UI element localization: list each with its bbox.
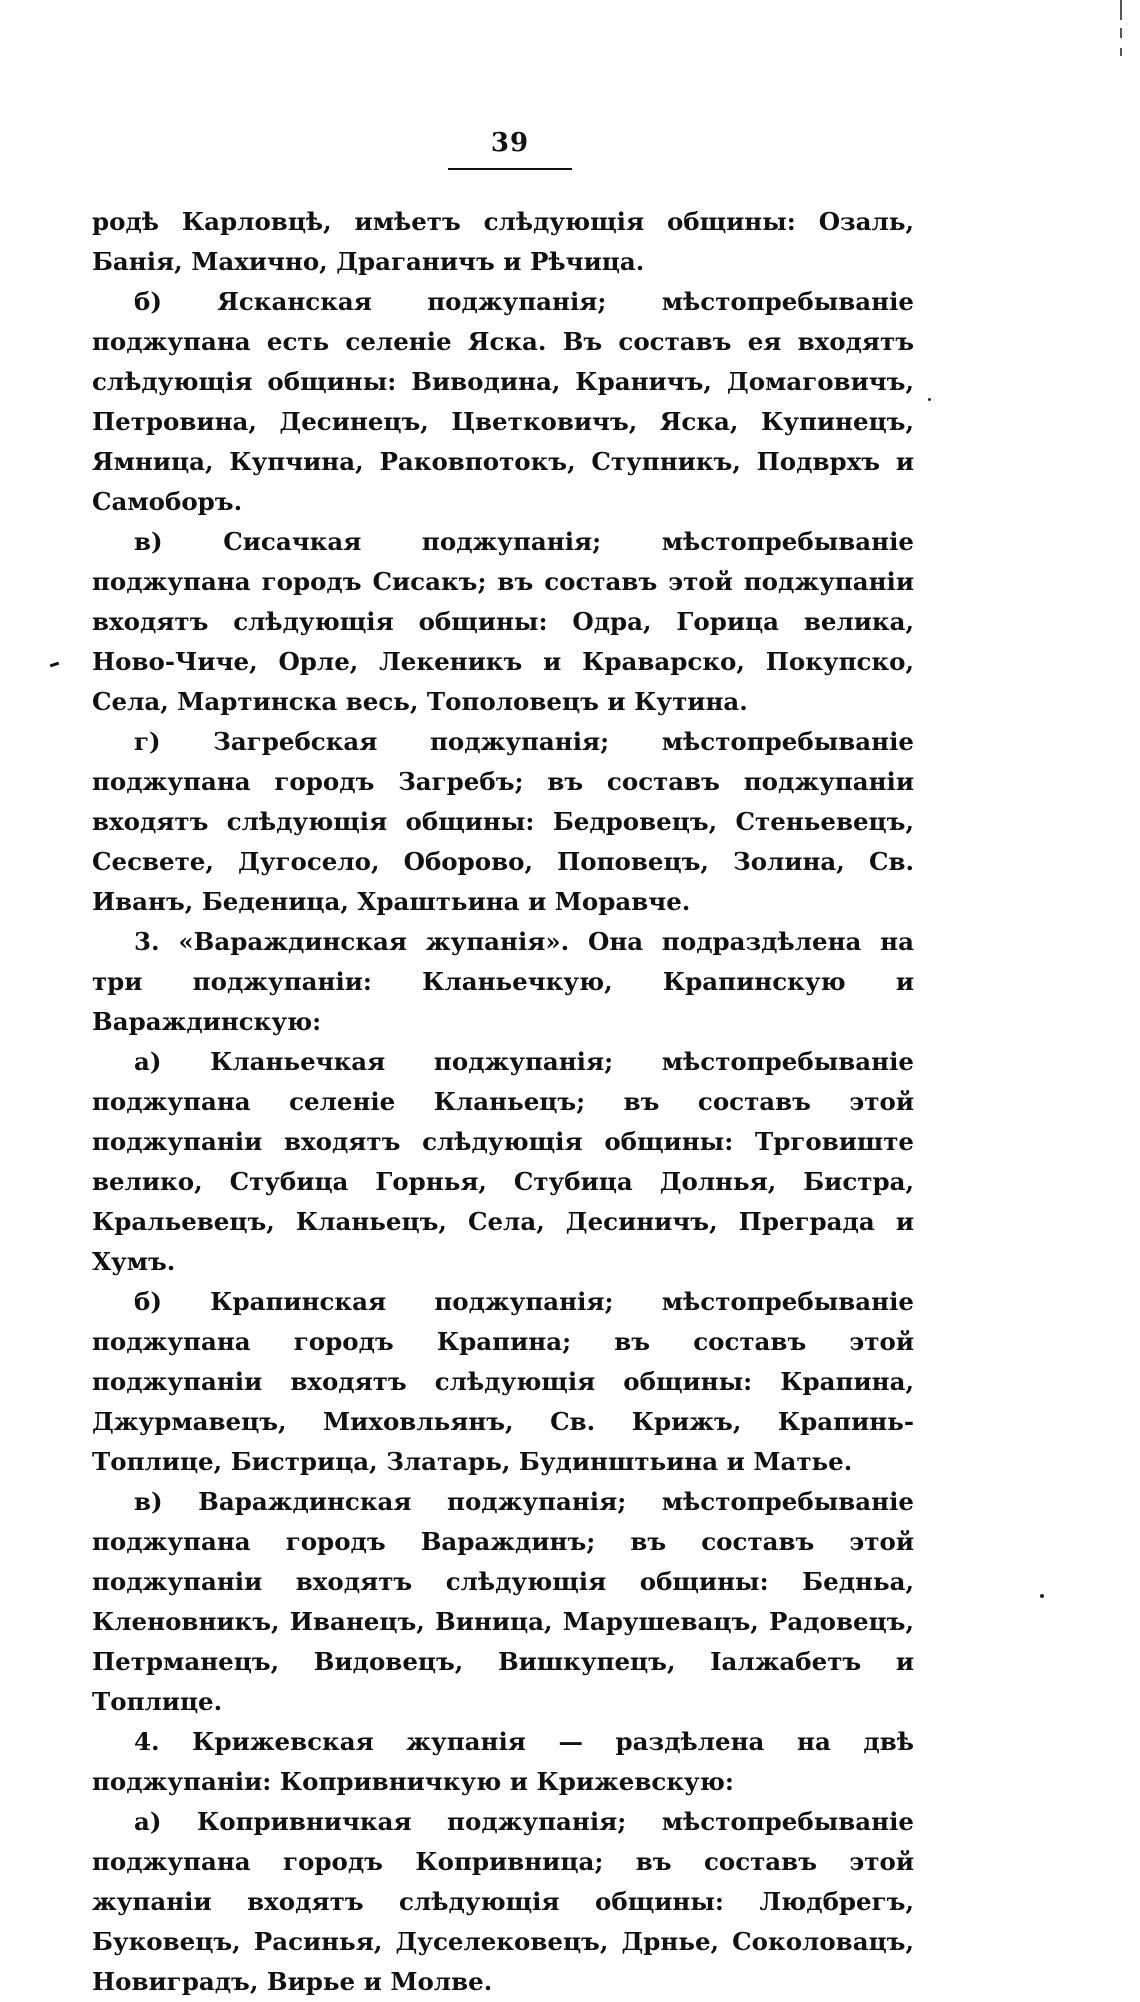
- paragraph: б) Крапинская поджупанія; мѣстопребываніе поджупана городъ Крапина; въ составъ этой поджупаніи входятъ слѣдующія общины: Крапина, Джурмавецъ, Миховльянъ, Св. Крижъ, Крапинь-Топлице, Бистрица, Златарь, Будинштьина и Матье.: [92, 1287, 914, 1476]
- page-number: 39: [490, 128, 530, 158]
- scan-edge-mark: [1120, 0, 1122, 20]
- paragraph: б) Ясканская поджупанія; мѣстопребываніе поджупана есть селеніе Яска. Въ составъ ея входятъ слѣдующія общины: Виводина, Краничъ, Домаговичъ, Петровина, Десинецъ, Цветковичъ, Яска, Купинецъ, Ямница, Купчина, Раковпотокъ, Ступникъ, Подврхъ и Самоборъ.: [92, 287, 914, 516]
- margin-mark: [50, 662, 59, 668]
- scan-speck: [928, 398, 931, 401]
- paragraph: 4. Крижевская жупанія — раздѣлена на двѣ поджупаніи: Копривничкую и Крижевскую:: [92, 1727, 914, 1796]
- scan-edge-mark: [1120, 28, 1122, 38]
- page-number-rule: [448, 168, 572, 170]
- scan-speck: [1040, 1594, 1044, 1598]
- paragraph: а) Копривничкая поджупанія; мѣстопребываніе поджупана городъ Копривница; въ составъ этой жупаніи входятъ слѣдующія общины: Людбрегъ, Буковецъ, Расинья, Дуселековецъ, Дрнье, Соколовацъ, Новиградъ, Вирье и Молве.: [92, 1807, 914, 1996]
- scan-edge-mark: [1120, 48, 1122, 56]
- paragraph: 3. «Вараждинская жупанія». Она подраздѣлена на три поджупаніи: Кланьечкую, Крапинскую и Вараждинскую:: [92, 927, 914, 1036]
- body-text: [92, 202, 914, 2002]
- paragraph: а) Кланьечкая поджупанія; мѣстопребываніе поджупана селеніе Кланьецъ; въ составъ этой поджупаніи входятъ слѣдующія общины: Трговиште велико, Стубица Горнья, Стубица Долнья, Бистра, Кральевецъ, Кланьецъ, Села, Десиничъ, Преграда и Хумъ.: [92, 1047, 914, 1276]
- paragraph: в) Вараждинская поджупанія; мѣстопребываніе поджупана городъ Вараждинъ; въ составъ этой поджупаніи входятъ слѣдующія общины: Бедньа, Кленовникъ, Иванецъ, Виница, Марушевацъ, Радовецъ, Петрманецъ, Видовецъ, Вишкупецъ, Іалжабетъ и Топлице.: [92, 1487, 914, 1716]
- paragraph: в) Сисачкая поджупанія; мѣстопребываніе поджупана городъ Сисакъ; въ составъ этой поджупаніи входятъ слѣдующія общины: Одра, Горица велика, Ново-Чиче, Орле, Лекеникъ и Краварско, Покупско, Села, Мартинска весь, Тополовецъ и Кутина.: [92, 527, 914, 716]
- paragraph: г) Загребская поджупанія; мѣстопребываніе поджупана городъ Загребъ; въ составъ поджупаніи входятъ слѣдующія общины: Бедровецъ, Стеньевецъ, Сесвете, Дугосело, Оборово, Поповецъ, Золина, Св. Иванъ, Беденица, Храштьина и Моравче.: [92, 727, 914, 916]
- paragraph: родѣ Карловцѣ, имѣетъ слѣдующія общины: Озаль, Банія, Махично, Драганичъ и Рѣчица.: [92, 207, 914, 276]
